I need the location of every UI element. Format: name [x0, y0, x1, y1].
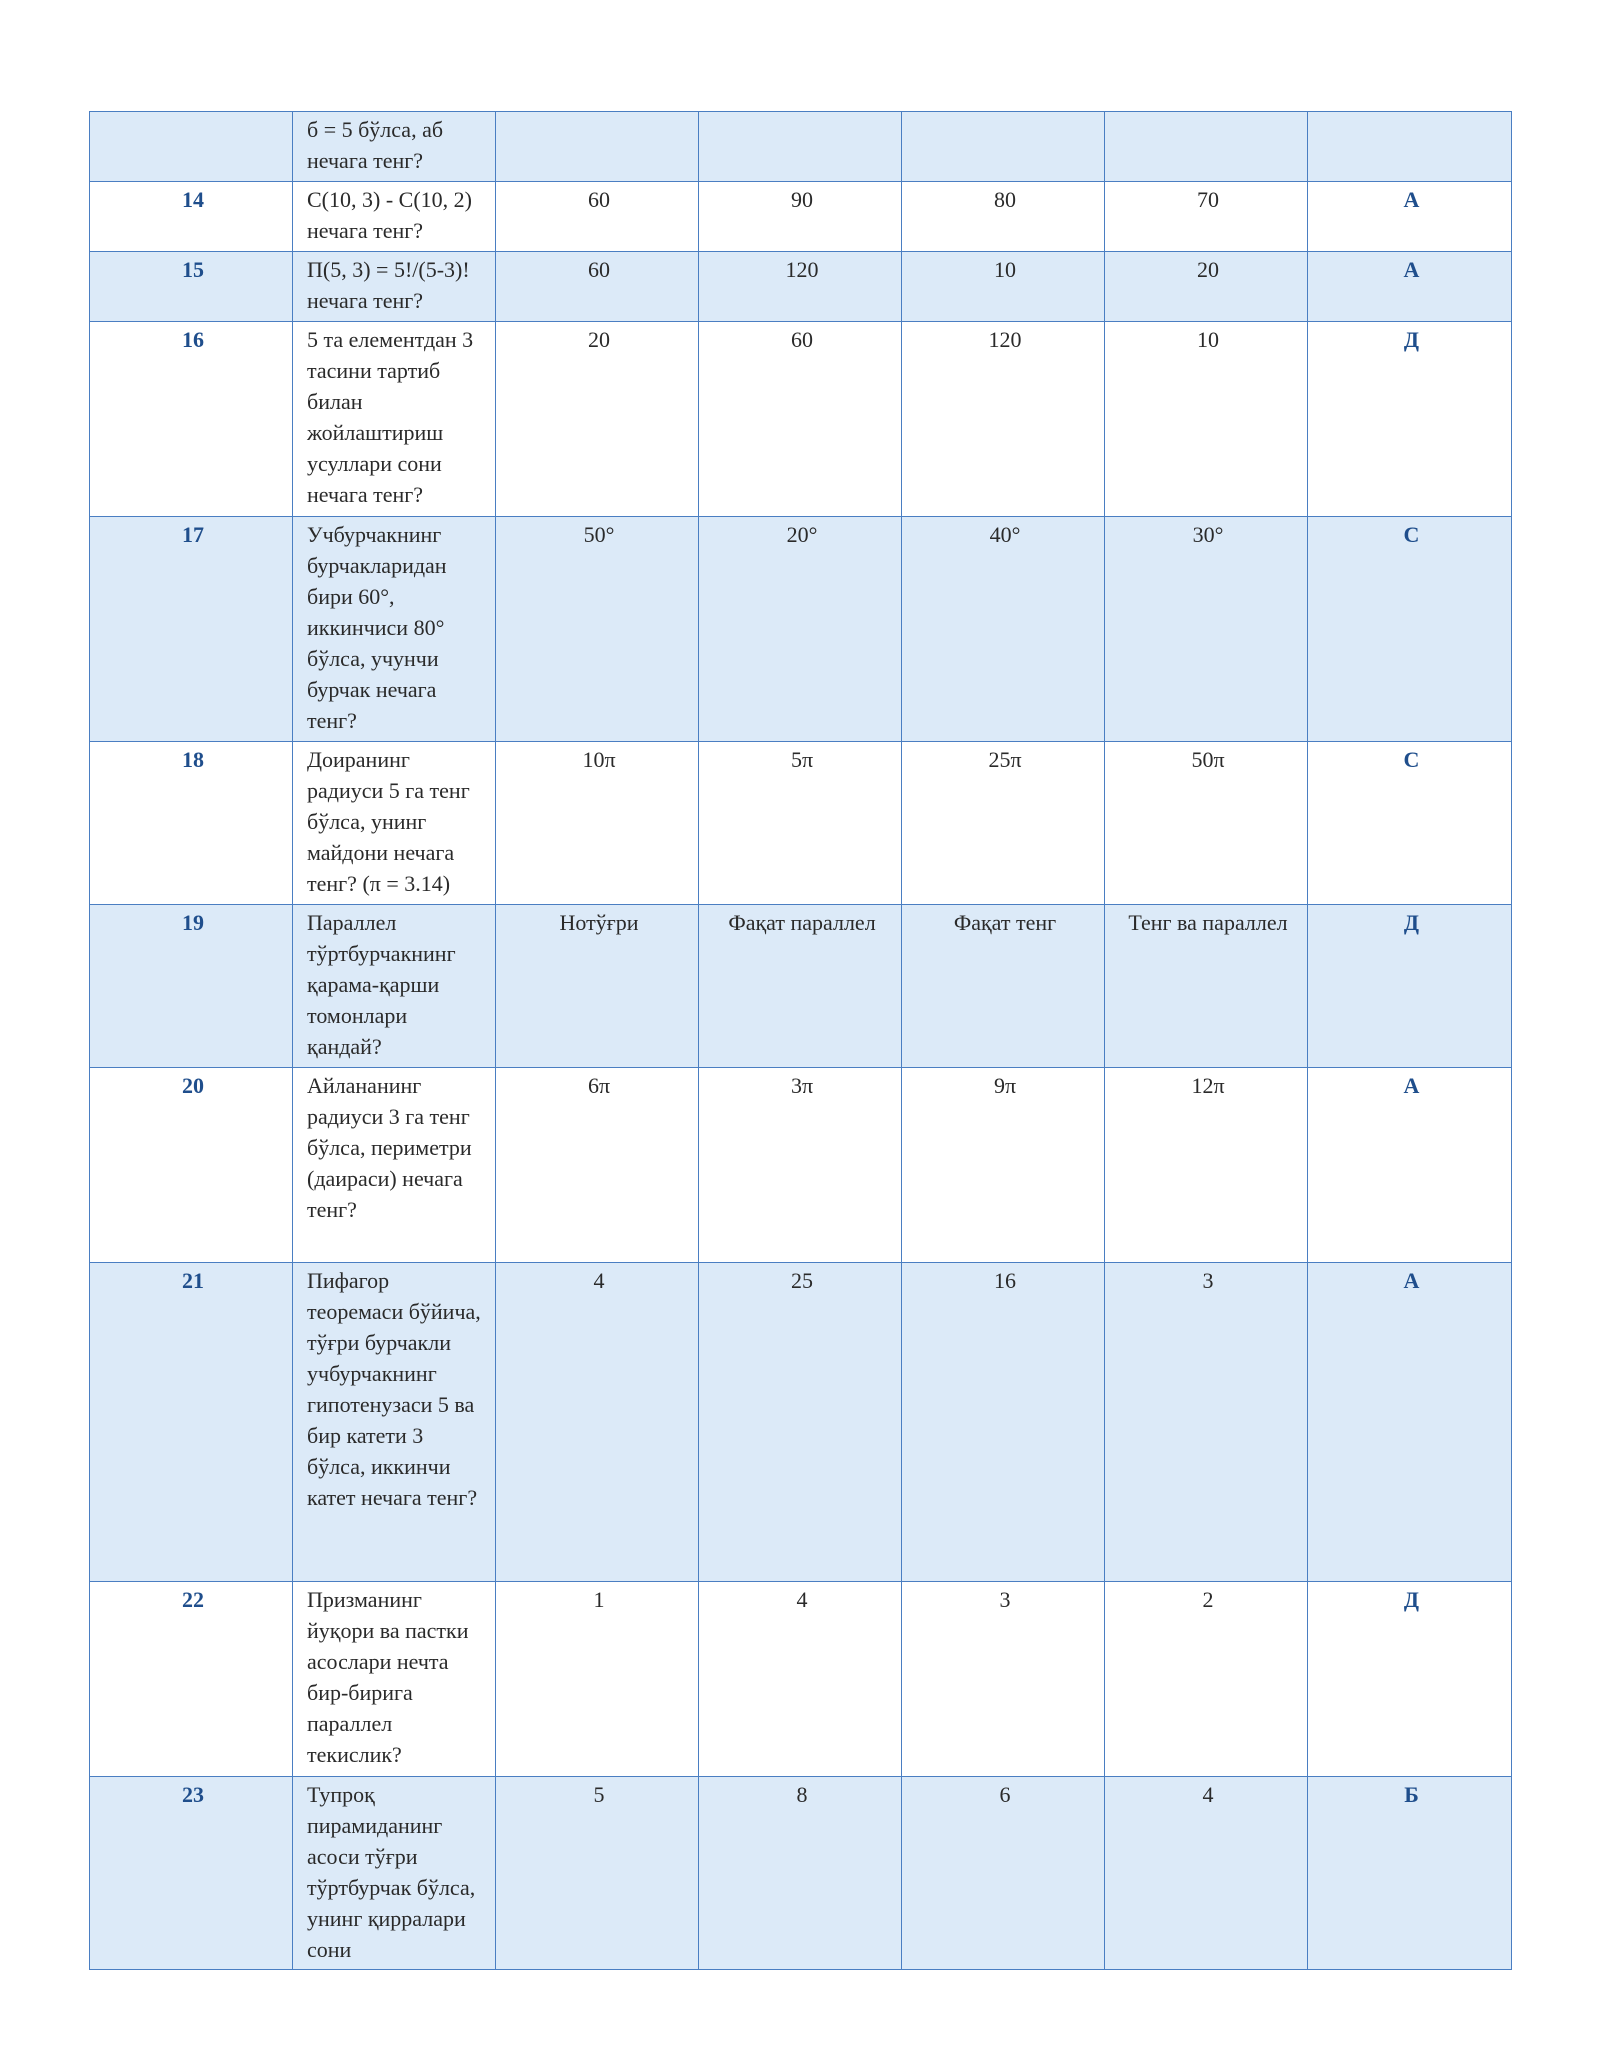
table-row: [90, 182, 1512, 252]
correct-answer: Д: [1308, 905, 1512, 1068]
option-a: [496, 112, 699, 182]
row-number: 22: [90, 1582, 293, 1777]
correct-answer: А: [1308, 252, 1512, 322]
option-c: 40°: [902, 517, 1105, 742]
row-number: 16: [90, 322, 293, 517]
option-b: 120: [699, 252, 902, 322]
option-d: 50π: [1105, 742, 1308, 905]
option-d: 10: [1105, 322, 1308, 517]
option-b: [699, 112, 902, 182]
row-number: 19: [90, 905, 293, 1068]
option-c: Фақат тенг: [902, 905, 1105, 1068]
option-d: 70: [1105, 182, 1308, 252]
row-number: 14: [90, 182, 293, 252]
option-d: [1105, 112, 1308, 182]
option-d: 2: [1105, 1582, 1308, 1777]
row-number: [90, 112, 293, 182]
option-d: 3: [1105, 1263, 1308, 1582]
option-a: 6π: [496, 1068, 699, 1263]
correct-answer: Б: [1308, 1777, 1512, 1970]
option-c: 120: [902, 322, 1105, 517]
question-text: Параллел тўртбурчакнинг қарама-қарши томонлари қандай?: [293, 905, 496, 1068]
option-b: Фақат параллел: [699, 905, 902, 1068]
option-a: 10π: [496, 742, 699, 905]
table-row: [90, 252, 1512, 322]
option-a: 5: [496, 1777, 699, 1970]
question-text: C(10, 3) - C(10, 2) нечага тенг?: [293, 182, 496, 252]
question-text: Тупроқ пирамиданинг асоси тўғри тўртбурчак бўлса, унинг қирралари сони: [293, 1777, 496, 1970]
option-b: 5π: [699, 742, 902, 905]
table-row: [90, 905, 1512, 1068]
correct-answer: С: [1308, 742, 1512, 905]
row-number: 21: [90, 1263, 293, 1582]
option-c: 25π: [902, 742, 1105, 905]
correct-answer: [1308, 112, 1512, 182]
option-b: 3π: [699, 1068, 902, 1263]
row-number: 18: [90, 742, 293, 905]
option-c: [902, 112, 1105, 182]
correct-answer: Д: [1308, 1582, 1512, 1777]
quiz-table: [89, 111, 1512, 1970]
option-d: 20: [1105, 252, 1308, 322]
option-a: Нотўғри: [496, 905, 699, 1068]
table-row: [90, 1582, 1512, 1777]
option-b: 25: [699, 1263, 902, 1582]
option-b: 4: [699, 1582, 902, 1777]
question-text: б = 5 бўлса, аб нечага тенг?: [293, 112, 496, 182]
table-row: [90, 322, 1512, 517]
option-d: 30°: [1105, 517, 1308, 742]
table-row: [90, 742, 1512, 905]
correct-answer: А: [1308, 1068, 1512, 1263]
option-b: 8: [699, 1777, 902, 1970]
question-text: П(5, 3) = 5!/(5-3)! нечага тенг?: [293, 252, 496, 322]
option-c: 9π: [902, 1068, 1105, 1263]
row-number: 15: [90, 252, 293, 322]
table-row: [90, 112, 1512, 182]
option-a: 60: [496, 252, 699, 322]
question-text: Учбурчакнинг бурчакларидан бири 60°, иккинчиси 80° бўлса, учунчи бурчак нечага тенг?: [293, 517, 496, 742]
option-d: Тенг ва параллел: [1105, 905, 1308, 1068]
option-b: 60: [699, 322, 902, 517]
option-b: 20°: [699, 517, 902, 742]
row-number: 17: [90, 517, 293, 742]
option-c: 3: [902, 1582, 1105, 1777]
row-number: 23: [90, 1777, 293, 1970]
correct-answer: С: [1308, 517, 1512, 742]
question-text: Пифагор теоремаси бўйича, тўғри бурчакли учбурчакнинг гипотенузаси 5 ва бир катети 3 бўлса, иккинчи катет нечага тенг?: [293, 1263, 496, 1582]
option-c: 6: [902, 1777, 1105, 1970]
question-text: 5 та елементдан 3 тасини тартиб билан жойлаштириш усуллари сони нечага тенг?: [293, 322, 496, 517]
option-c: 16: [902, 1263, 1105, 1582]
row-number: 20: [90, 1068, 293, 1263]
option-b: 90: [699, 182, 902, 252]
option-a: 20: [496, 322, 699, 517]
question-text: Айлананинг радиуси 3 га тенг бўлса, периметри (даираси) нечага тенг?: [293, 1068, 496, 1263]
option-a: 50°: [496, 517, 699, 742]
question-text: Призманинг йуқори ва пастки асослари нечта бир-бирига параллел текислик?: [293, 1582, 496, 1777]
table-row: [90, 517, 1512, 742]
correct-answer: А: [1308, 1263, 1512, 1582]
option-d: 4: [1105, 1777, 1308, 1970]
table-row: [90, 1263, 1512, 1582]
option-a: 4: [496, 1263, 699, 1582]
option-d: 12π: [1105, 1068, 1308, 1263]
option-c: 80: [902, 182, 1105, 252]
option-a: 1: [496, 1582, 699, 1777]
table-row: [90, 1777, 1512, 1970]
question-text: Доиранинг радиуси 5 га тенг бўлса, унинг майдони нечага тенг? (π = 3.14): [293, 742, 496, 905]
table-row: [90, 1068, 1512, 1263]
correct-answer: А: [1308, 182, 1512, 252]
option-a: 60: [496, 182, 699, 252]
option-c: 10: [902, 252, 1105, 322]
correct-answer: Д: [1308, 322, 1512, 517]
